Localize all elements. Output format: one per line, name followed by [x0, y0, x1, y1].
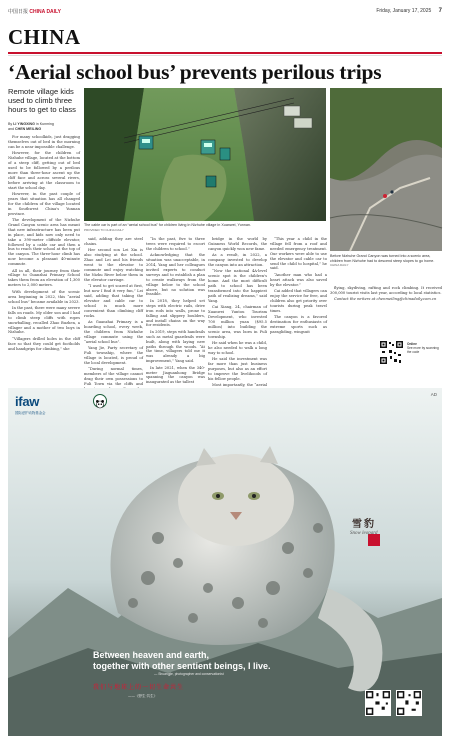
paragraph: However, in the past couple of years that situation has all changed for the children of the village located in Southwest China's Yunnan province. — [8, 191, 80, 216]
paragraph: “I used to get scared at first, but now I find it very fun,” Lei said, adding that taking the elevator and cable car to school is much more convenient than climbing cliff rocks. — [84, 284, 143, 318]
paragraph: With development of the scenic area beginning in 2022, this “aerial school bus” became available in 2023. — [8, 289, 80, 304]
masthead — [8, 8, 61, 15]
paragraph: All in all, their journey from their village to Guanzhai Primary School takes them from an elevation of 1,300 meters to 2,000 meters. — [8, 268, 80, 288]
paragraph: However, for the children of Nizhuhe village, located at the bottom of a steep cliff, getting out of bed used to be followed by a perilous more than three-hour ascent up the cliff face and across several rivers, before arriving at the classroom to start the school day. — [8, 151, 80, 190]
paragraph: “During normal times, members of the village cannot drag their own possessions to Fuli Town via the cliffs and — [84, 367, 143, 386]
paragraph: Cai Xiang, 24, chairman of Xuanwei Yuntou Tourism Development, who invested 700 million yuan ($95.5 million) into building the scenic area, was born in Fuli township. — [208, 305, 267, 339]
ad-slogan-line: Between heaven and earth, — [93, 650, 210, 660]
paragraph: “Another man who had a heart attack was also saved by the elevator.” — [270, 272, 327, 287]
paragraph: Her second son Lei Xin is also studying at the school. Zhao and Lei and his friends went to the elevator to commute and enjoy watching the Nizhu River below them in the elevator carriage. — [84, 248, 143, 282]
caption-text: The cable car is part of an “aerial school bus” for children living in Nizhuhe village in Xuanwei, Yunnan. — [84, 223, 251, 227]
species-name-en: Snow leopard — [350, 531, 378, 536]
snow-leopard-artwork — [8, 388, 442, 736]
paragraph: “This year a child in the village fell from a roof and needed emergency treatment. Our workers were able to use the elevator and cable car to send the child to hospital,” he said. — [270, 237, 327, 271]
ad-slogan-line: together with other sentient beings, I live. — [93, 661, 271, 671]
ad-attribution: — Shuangjie, photographer and conservationist — [154, 672, 224, 676]
paragraph: For many schoolkids, just dragging themselves out of bed in the morning can be a near impossible challenge. — [8, 135, 80, 149]
paragraph: As Guanzhai Primary is a boarding school, every week, the children from Nizhuhe village commute using the “aerial school bus”. — [84, 320, 143, 344]
paragraph: Most importantly, the “aerial — [212, 383, 267, 388]
online-qr-block — [379, 340, 443, 370]
snow-leopard-advertisement[interactable] — [8, 388, 442, 736]
species-name-cn: 雪豹 — [352, 519, 376, 530]
page-header-bar — [8, 5, 442, 17]
article-column-2 — [84, 237, 143, 386]
paragraph: The development of the Nizhuhe Grand Canyon scenic area has meant that new infrastructure has been put in place, and kids now only need to take a 390-meter cliffside elevator, followed by a cable car and then a bus to reach their school at the top of the canyon. The three-hour climb has now become a pleasant 40-minute commute. — [8, 218, 80, 267]
page-date-number — [376, 8, 442, 14]
paragraph: “In the past, five to three trees were required to escort the children to school.” — [146, 237, 205, 251]
cliff-path-photo — [330, 88, 442, 251]
photo-credit: CHINA DAILY — [330, 263, 349, 268]
page-number: 7 — [438, 8, 442, 14]
ad-chinese-attribution: ——《野生·共生》 — [128, 694, 158, 698]
qr-instruction: See more by scanning the code — [407, 346, 439, 354]
issue-date: Friday, January 17, 2025 — [376, 8, 432, 14]
paragraph: In 2018, they helped set steps with electric rails, drive iron rods into walls, prone to falling and slippery boulders, and install chains on the way for residents. — [146, 298, 205, 328]
author-name: LI YINGXING — [13, 122, 35, 126]
article-column-3 — [146, 237, 205, 385]
paragraph: As a result, in 2022, a company invested to develop the canyon into an attraction. — [208, 253, 267, 268]
article-column-1 — [8, 135, 80, 385]
paragraph: “Now the national 4A-level scenic spot is the children's home. And the most difficult path to school has been transformed into the happiest path of realizing dreams,” said Yang. — [208, 269, 267, 303]
paragraph: “Villagers drilled holes in the cliff face so that they could get footholds and handgrips for climbing,” she — [8, 336, 80, 351]
paragraph: Acknowledging that the situation was unacceptable, in 2014, Yang and her colleagues invited experts to conduct surveys and to establish a plan to create walkways from the village below to the school above, but no solution was feasible. — [146, 253, 205, 297]
paragraph: In the past, there were many severe falls on roads. My older son and I had to climb steep cliffs with ropes snowballing, recalled Zhao Buzhen, a villager and a mother of two boys in Nizhuhe. — [8, 305, 80, 335]
qr-code-icon[interactable] — [396, 690, 422, 716]
paragraph: He said the investment was far more than just business purposes, but also as an effort to improve the livelihoods of his fellow people. — [208, 357, 267, 381]
qr-text — [407, 342, 441, 354]
section-rule — [8, 52, 442, 54]
masthead-cn: 中国日报 — [8, 9, 29, 15]
ad-label: AD — [430, 392, 437, 397]
paragraph: He said when he was a child, he also needed to walk a long way to school. — [208, 341, 267, 355]
ad-slogan — [93, 650, 271, 672]
ifaw-logo[interactable] — [15, 394, 46, 415]
contact-note: Contact the writers at chenmeiling@chinadaily.com.cn — [334, 297, 437, 302]
qr-code-icon[interactable] — [379, 340, 404, 365]
qr-label: Online — [407, 342, 417, 346]
ifaw-logo-subtitle: 国际爱护动物基金会 — [15, 411, 46, 415]
photo-credit: PROVIDED TO CHINA DAILY — [84, 227, 124, 232]
paragraph: flying, skydiving, rafting and rock climbing. It received 300,000 tourist visits last year, according to local statistics. — [330, 286, 442, 295]
paragraph: Cai added that villagers can enjoy the service for free, and children also get priority over tourists during peak travel times. — [270, 289, 327, 313]
article-column-4 — [208, 237, 267, 388]
paragraph: Yang Jie, Party secretary of Fuli township, where the village is located, is proud of the local development. — [84, 346, 143, 365]
section-title: CHINA — [8, 25, 81, 49]
byline-by: By — [8, 122, 13, 126]
deck: Remote village kids used to climb three hours to get to class — [8, 87, 76, 114]
headline: ‘Aerial school bus’ prevents perilous trips — [8, 60, 382, 84]
byline-and: and — [8, 127, 14, 131]
paragraph: The canyon is a favored destination for enthusiasts of extreme sports such as paragliding, wingsuit — [270, 315, 327, 334]
caption-text: Before Nizhuhe Grand Canyon was turned into a scenic area, children from Nizhuhe had to descend steep slopes to go home. — [330, 254, 435, 263]
panda-logo-icon — [93, 394, 107, 408]
article-column-6 — [330, 286, 442, 336]
paragraph: bridge in the world by Guinness World Records, the canyon quickly won new fame. — [208, 237, 267, 251]
paragraph: In late 2021, when the 340-meter Jiaguanhong Bridge spanning the canyon was inaugurated as the tallest — [146, 365, 205, 385]
qr-code-icon[interactable] — [365, 690, 391, 716]
ad-chinese-slogan: 我们与地球上的一切生命共生 — [93, 684, 185, 691]
masthead-brand: CHINA DAILY — [29, 9, 61, 15]
main-photo-caption — [84, 223, 326, 232]
cable-car-photo — [84, 88, 326, 221]
ifaw-logo-text: ifaw — [15, 394, 40, 409]
article-column-5 — [270, 237, 327, 382]
paragraph: said, adding they are steel chains. — [84, 237, 143, 246]
author-location: in Kunming — [35, 122, 54, 126]
section-rule-thin — [8, 55, 442, 56]
paragraph: In 2019, steps with handrails such as metal guardrails were built, along with laying new paths through the woods. “At the time, villagers told me it was already a big improvement,” Yang said. — [146, 329, 205, 364]
author-name: CHEN MEILING — [15, 127, 42, 131]
byline — [8, 122, 80, 132]
side-photo-caption — [330, 254, 442, 268]
